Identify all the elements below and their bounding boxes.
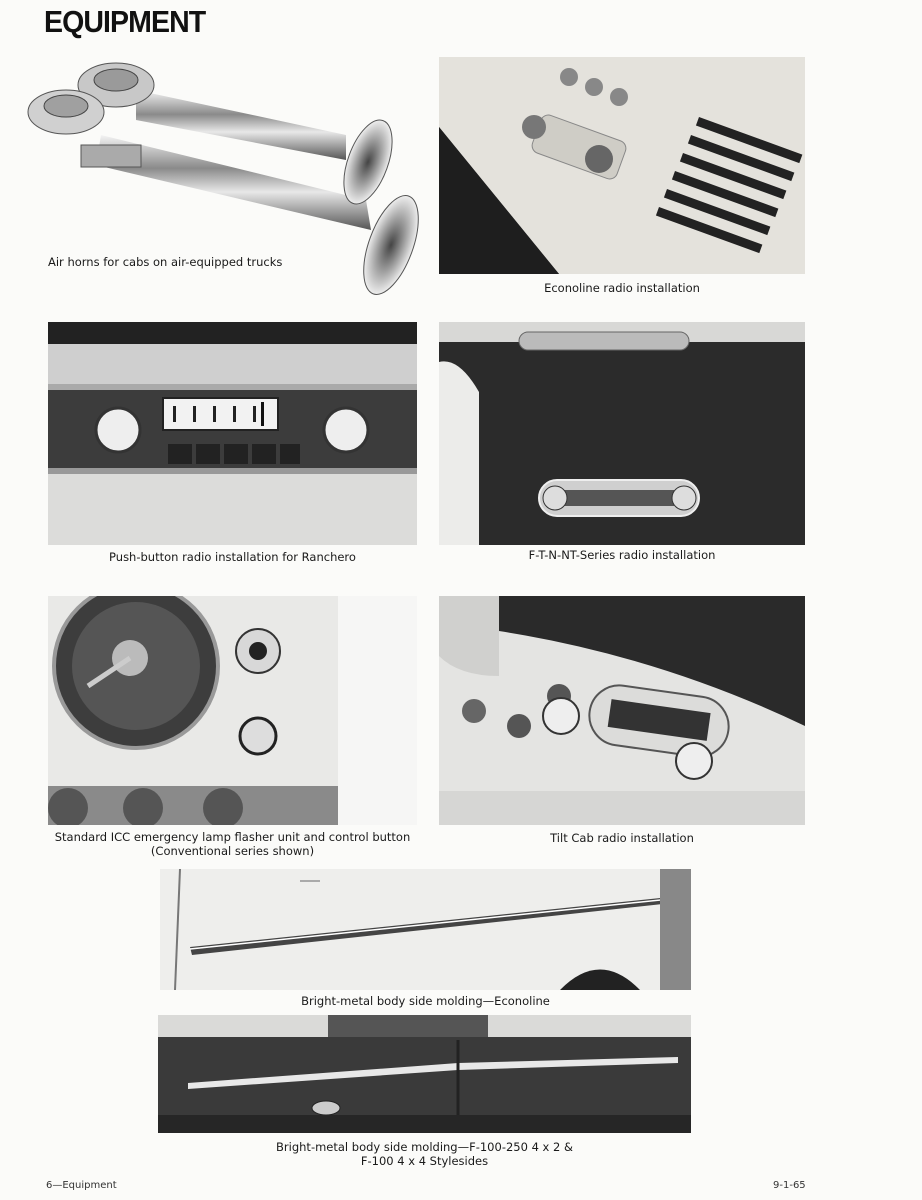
caption-styleside-molding-1: Bright-metal body side molding—F-100-250 4 x 2 & xyxy=(276,1140,573,1154)
ranchero-radio-photo xyxy=(48,322,417,545)
caption-styleside-molding-2: F-100 4 x 4 Stylesides xyxy=(360,1154,489,1168)
footer-date: 9-1-65 xyxy=(773,1180,806,1191)
page-title: EQUIPMENT xyxy=(44,4,206,39)
caption-ranchero-radio: Push-button radio installation for Ranchero xyxy=(109,550,356,564)
air-horns-photo xyxy=(26,50,426,310)
styleside-molding-photo xyxy=(158,1015,691,1133)
caption-flasher-2: (Conventional series shown) xyxy=(150,844,315,858)
caption-tiltcab-radio: Tilt Cab radio installation xyxy=(550,831,694,845)
caption-econoline-molding: Bright-metal body side molding—Econoline xyxy=(301,994,550,1008)
caption-econoline-radio: Econoline radio installation xyxy=(544,281,700,295)
tiltcab-radio-photo xyxy=(439,596,805,825)
caption-flasher-1: Standard ICC emergency lamp flasher unit and control button xyxy=(54,830,411,844)
econoline-radio-photo xyxy=(439,57,805,274)
econoline-molding-photo xyxy=(160,869,691,990)
footer-page-label: 6—Equipment xyxy=(46,1180,117,1191)
caption-ftn-radio: F-T-N-NT-Series radio installation xyxy=(528,548,716,562)
caption-air-horns: Air horns for cabs on air-equipped trucks xyxy=(48,255,283,269)
ftn-radio-photo xyxy=(439,322,805,545)
flasher-photo xyxy=(48,596,417,825)
